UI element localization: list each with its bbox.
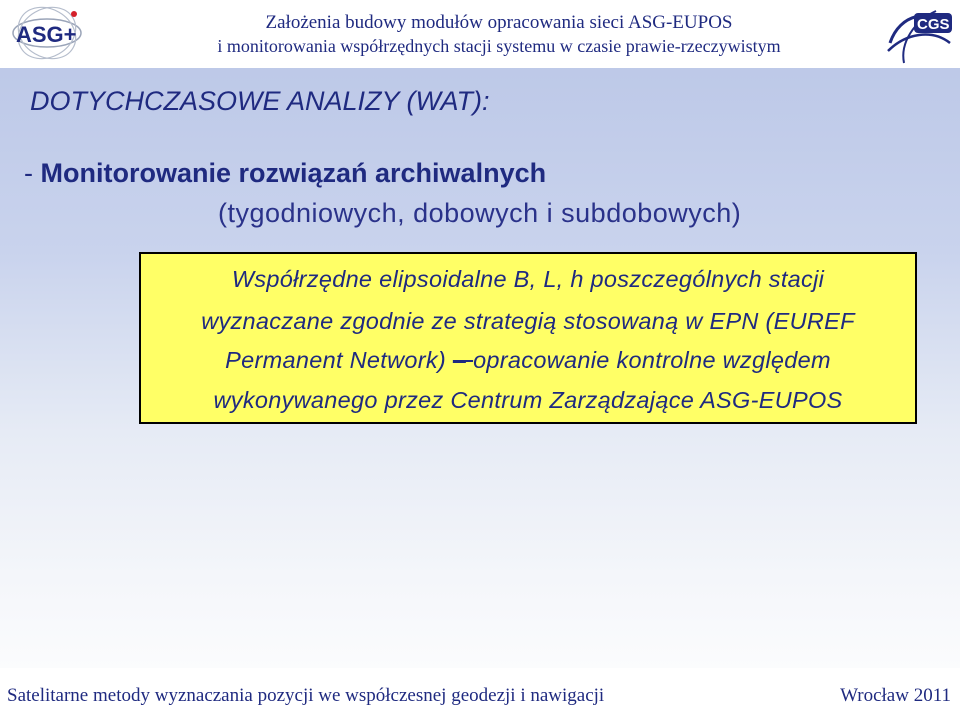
header — [0, 0, 960, 68]
asg-logo-text: ASG+ — [16, 22, 77, 47]
note-line-3c: opracowanie kontrolne względem — [473, 347, 831, 373]
footer-right-text: Wrocław 2011 — [840, 685, 951, 706]
cgs-logo-icon — [880, 3, 954, 65]
footer — [0, 668, 960, 720]
note-line-2: wyznaczane zgodnie ze strategią stosowaną w EPN (EUREF — [201, 308, 855, 334]
footer-left-text: Satelitarne metody wyznaczania pozycji we współczesnej geodezji i nawigacji — [7, 685, 605, 706]
bullet-subtext: (tygodniowych, dobowych i subdobowych) — [218, 198, 742, 228]
asg-logo-icon — [8, 2, 86, 64]
note-line-4: wykonywanego przez Centrum Zarządzające ASG-EUPOS — [213, 387, 843, 413]
header-title-line2: i monitorowania współrzędnych stacji systemu w czasie prawie-rzeczywistym — [217, 36, 781, 56]
bullet-item — [24, 158, 546, 189]
note-line-1: Współrzędne elipsoidalne B, L, h poszczególnych stacji — [231, 266, 825, 292]
bullet-dash: - — [24, 158, 41, 188]
highlight-note-box — [139, 252, 917, 424]
note-line-3a: Permanent Network) — [225, 347, 453, 373]
cgs-logo-text: CGS — [917, 16, 950, 33]
bullet-text: Monitorowanie rozwiązań archiwalnych — [40, 158, 547, 188]
section-heading: DOTYCHCZASOWE ANALIZY (WAT): — [30, 86, 490, 116]
header-title-line1: Założenia budowy modułów opracowania sieci ASG-EUPOS — [265, 12, 733, 33]
note-line-3-dash: – — [452, 347, 474, 373]
note-line-3 — [141, 347, 915, 374]
